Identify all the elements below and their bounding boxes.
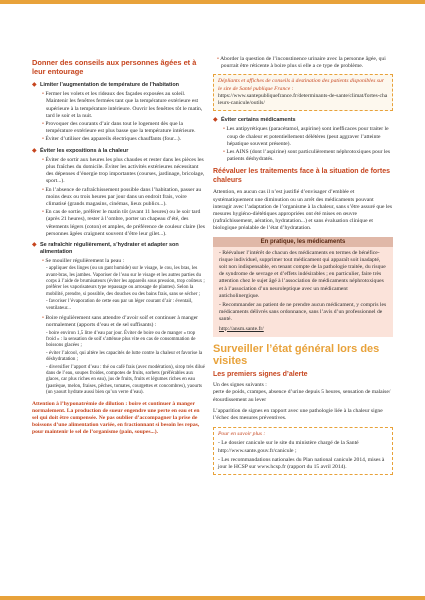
- resource-link[interactable]: https://www.santepubliquefrance.fr/determinants-de-sante/climat/fortes-chaleurs-canicule/outils/: [218, 92, 388, 107]
- bullet-dot-icon: •: [42, 121, 46, 128]
- subsection-heading: Les premiers signes d’alerte: [213, 370, 308, 378]
- bullet-heading: ◆ Éviter certains médicaments: [213, 117, 296, 124]
- resources-box: [213, 74, 393, 111]
- sub-item: - boire environ 1,5 litre d’eau par jour. Éviter de boire ou de manger « trop froid » : la sensation de soif s’atténue plus vite en cas de consommation de boissons glacées ;: [46, 330, 196, 349]
- left-column: [32, 58, 205, 440]
- list-item: • Les antipyrétiques (paracétamol, aspirine) sont inefficaces pour traiter le coup de chaleur et potentiellement délétères (peut aggraver l’atteinte hépatique souvent présente).: [223, 126, 389, 147]
- top-accent-bar: [0, 0, 425, 4]
- warning-paragraph: Attention à l’hyponatrémie de dilution : boire et continuer à manger normalement. La production de sueur engendre une perte en eau et en sel qui doit être compensée. Ne pas oublier d’accompagner la prise de boissons d’une alimentation variée, en fractionnant si besoin les repas, pour maintenir le sel de l’organisme (pain, soupes...).: [32, 400, 200, 436]
- sub-item: - appliquer des linges (ou un gant humide) sur le visage, le cou, les bras, les avant-bras, les jambes. Vaporiser de l’eau sur le visage et les autres parties du corps à l’aide de brumisateurs (éviter les appareils sous pression, trop coûteux ; préférer les vaporisateurs type repassage ou arrosage de plantes). Selon la mobilité, prendre, si possible, des douches ou des bains frais, sans se sécher ;: [46, 266, 205, 297]
- right-column: [213, 56, 393, 481]
- big-section-title: Surveiller l’état général lors des visites: [213, 342, 380, 367]
- section-heading: Réévaluer les traitements face à la situation de fortes chaleurs: [213, 168, 391, 185]
- box-title: Dépliants et affiches de conseils à destination des patients disponibles sur le site de Santé publique France :: [218, 78, 384, 92]
- bullet-heading: ◆ Limiter l’augmentation de température de l’habitation: [32, 82, 180, 88]
- bullet-dot-icon: •: [223, 149, 227, 156]
- bullet-heading: ◆ Éviter les expositions à la chaleur: [32, 147, 129, 154]
- bullet-dot-icon: •: [42, 156, 46, 163]
- bullet-dot-icon: •: [223, 126, 227, 133]
- paragraph: L’apparition de signes en rapport avec une pathologie liée à la chaleur signe l’échec des mesures préventives.: [213, 407, 383, 421]
- ansm-link[interactable]: http://ansm.sante.fr/: [219, 325, 264, 332]
- bullet-dot-icon: •: [42, 186, 46, 193]
- list-item: • Boire régulièrement sans attendre d’avoir soif et continuer à manger normalement (apports d’eau et de sel suffisants) :: [42, 315, 199, 329]
- list-item: • En cas de sortie, préférer le matin tôt (avant 11 heures) ou le soir tard (après 21 heures), rester à l’ombre, porter un chapeau d’été, des vêtements légers (coton) et amples, de préférence de couleur claire (les personnes âgées craignent souvent d’être leur gilet...).: [42, 209, 205, 237]
- bullet-dot-icon: •: [42, 209, 46, 216]
- bullet-dot-icon: •: [42, 136, 46, 143]
- diamond-bullet-icon: ◆: [213, 117, 218, 124]
- more-info-item: - Les recommandations nationales du Plan national canicule 2014, mises à jour le HCSP sur www.hcsp.fr (rapport du 15 avril 2014).: [218, 456, 385, 470]
- list-item: • Se mouiller régulièrement la peau :: [42, 258, 125, 265]
- list-item: • Aborder la question de l’inconstinence urinaire avec la personne âgée, qui pourrait être réticente à boire plus si elle a ce type de problème.: [217, 56, 386, 70]
- list-item: • Les AINS (dont l’aspirine) sont particulièrement néphrotoxiques pour les patients déshydratés.: [223, 149, 391, 163]
- list-item: • Provoquer des courants d’air dans tout le logement dès que la température extérieure est plus basse que la température intérieure.: [42, 121, 196, 135]
- diamond-bullet-icon: ◆: [32, 147, 37, 154]
- diamond-bullet-icon: ◆: [32, 242, 37, 249]
- diamond-bullet-icon: ◆: [32, 82, 37, 88]
- paragraph: Un des signes suivants : perte de poids, crampes, absence d’urine depuis 5 heures, sensation de malaise/étourdissement au lever: [213, 382, 391, 403]
- bullet-heading: ◆ Se rafraîchir régulièrement, s’hydrater et adapter son alimentation: [32, 242, 179, 256]
- bullet-dot-icon: •: [217, 56, 221, 62]
- more-info-item: - Le dossier canicule sur le site du ministère chargé de la Santé http://www.sante.gouv.fr/canicule ;: [218, 440, 359, 454]
- sub-item: - éviter l’alcool, qui altère les capacités de lutte contre la chaleur et favorise la déshydratation ;: [46, 350, 203, 363]
- practice-item: - Recommander au patient de ne prendre aucun médicament, y compris les médicaments délivrés sans ordonnance, sans l’avis d’un professionnel de santé.: [219, 302, 387, 323]
- section-title: Donner des conseils aux personnes âgées et à leur entourage: [32, 58, 197, 76]
- bottom-accent-bar: [0, 596, 425, 600]
- bullet-dot-icon: •: [42, 258, 46, 265]
- list-item: • Fermer les volets et les rideaux des façades exposées au soleil. Maintenir les fenêtres fermées tant que la température extérieure est supérieure à la température intérieure. Ouvrir les fenêtres tôt le matin, tard le soir et la nuit.: [42, 91, 203, 119]
- practice-item: - Réévaluer l’intérêt de chacun des médicaments en termes de bénéfice-risque individuel, supprimer tout médicament qui apparaît soit inadapté, soit non indispensable, en tenant compte de la pathologie traitée, du risque de syndrome de sevrage et d’effets indésirables ; en particulier, faire très attention chez le sujet âgé à l’association de médicaments néphrotoxiques et à l’association d’un neuroleptique avec un médicament anticholinergique.: [219, 249, 386, 299]
- list-item: • En l’absence de rafraîchissement possible dans l’habitation, passer au moins deux ou trois heures par jour dans un endroit frais, voire climatisé (grands magasins, cinémas, lieux publics...).: [42, 186, 202, 208]
- more-info-box: [213, 427, 393, 475]
- practice-box: [213, 237, 393, 337]
- paragraph: Attention, en aucun cas il n’est justifié d’envisager d’emblée et systématiquement une diminution ou un arrêt des médicaments pouvant interagir avec l’adaptation de l’organisme à la chaleur, sans s’être assuré que les mesures hygiéno-diététiques appropriées ont été mises en œuvre (rafraîchissement, aération, hydratation...) et sans évaluation clinique et biologique préalable de l’état d’hydratation.: [213, 189, 393, 232]
- practice-box-title: En pratique, les médicaments: [213, 237, 393, 247]
- list-item: • Éviter de sortir aux heures les plus chaudes et rester dans les pièces les plus fraîches du domicile. Éviter les activités extérieures nécessitant des dépenses d’énergie trop importantes (courses, jardinage, bricolage, sport...).: [42, 156, 205, 185]
- bullet-dot-icon: •: [42, 315, 46, 322]
- bullet-dot-icon: •: [42, 91, 46, 98]
- list-item: • Éviter d’utiliser des appareils électriques chauffants (four...).: [42, 136, 182, 143]
- sub-item: - diversifier l’apport d’eau : thé ou café frais (avec modération), sirop très dilué dans de l’eau, soupes froides, compotes de fruits, sorbets (préférables aux glaces, car plus riches en eau), jus de fruits, fruits et légumes riches en eau (pastèque, melon, fraises, pêches, tomates, courgettes et concombres), yaourts (un yaourt hydrate aussi bien qu’un verre d’eau).: [46, 364, 205, 396]
- box-title: Pour en savoir plus :: [218, 431, 266, 438]
- sub-item: - favoriser l’évaporation de cette eau par un léger courant d’air : éventail, ventilateur...: [46, 299, 193, 311]
